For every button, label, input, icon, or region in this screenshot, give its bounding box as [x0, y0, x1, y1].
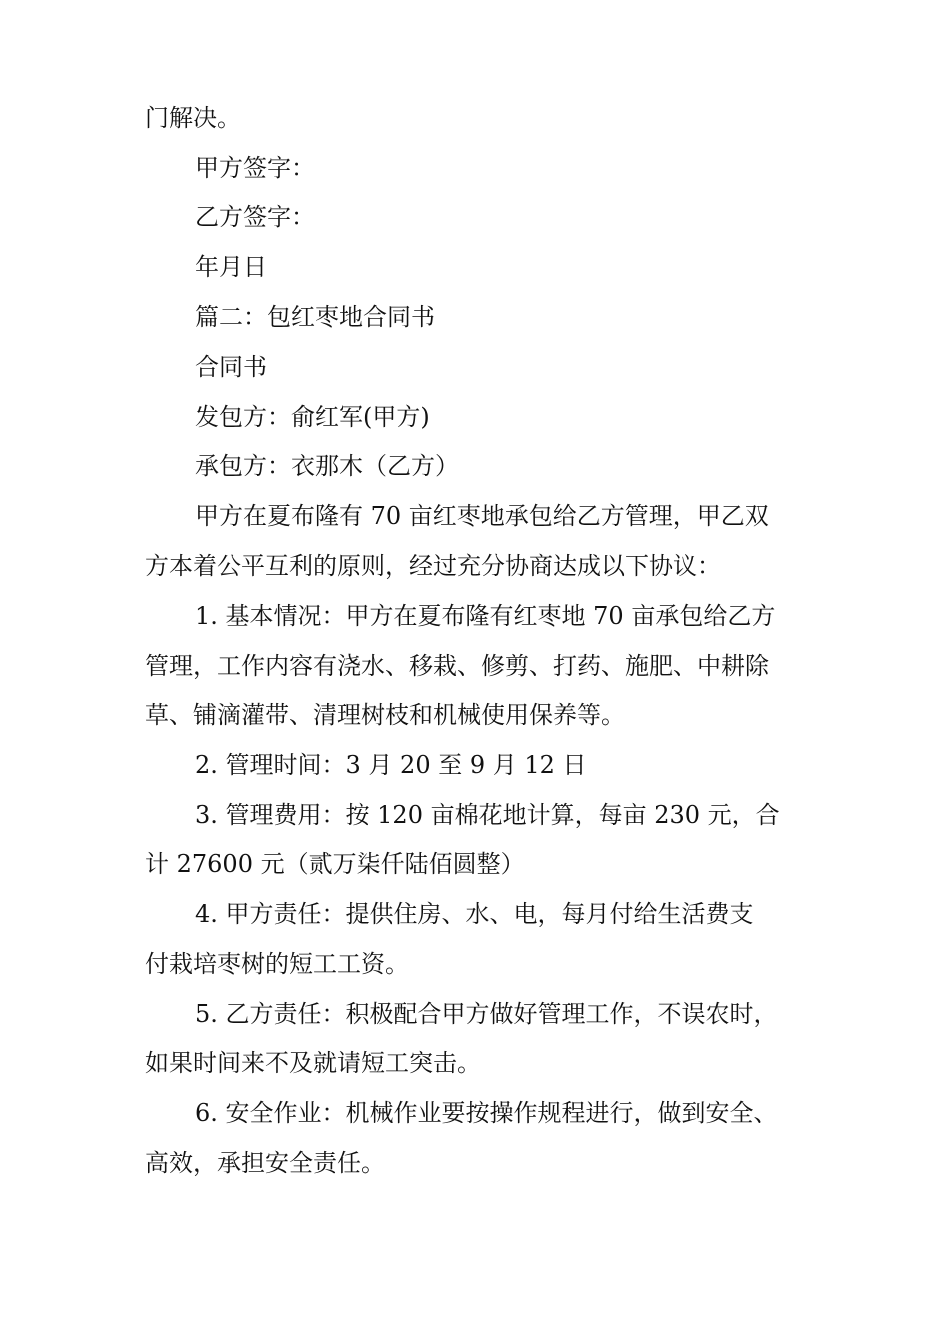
clause-2-line: 2. 管理时间：3 月 20 至 9 月 12 日: [195, 751, 587, 779]
clause-4-line: 4. 甲方责任：提供住房、水、电，每月付给生活费支: [195, 900, 754, 928]
clause-5-line: 5. 乙方责任：积极配合甲方做好管理工作，不误农时，: [195, 1000, 778, 1028]
clause-6-line: 高效，承担安全责任。: [145, 1149, 385, 1177]
text-line: 门解决。: [145, 104, 241, 132]
party-b-line: 承包方：衣那木（乙方）: [195, 452, 459, 480]
paragraph-line: 甲方在夏布隆有 70 亩红枣地承包给乙方管理，甲乙双: [195, 502, 769, 530]
clause-1-line: 草、铺滴灌带、清理树枝和机械使用保养等。: [145, 701, 625, 729]
contract-title: 合同书: [195, 353, 267, 381]
clause-5-line: 如果时间来不及就请短工突击。: [145, 1049, 481, 1077]
party-b-signature-label: 乙方签字：: [195, 203, 315, 231]
date-label: 年月日: [195, 253, 267, 281]
party-a-line: 发包方：俞红军(甲方): [195, 403, 430, 431]
paragraph-line: 方本着公平互利的原则，经过充分协商达成以下协议：: [145, 552, 721, 580]
clause-3-line: 计 27600 元（贰万柒仟陆佰圆整）: [145, 850, 525, 878]
party-a-signature-label: 甲方签字：: [195, 154, 315, 182]
clause-1-line: 1. 基本情况：甲方在夏布隆有红枣地 70 亩承包给乙方: [195, 602, 776, 630]
clause-6-line: 6. 安全作业：机械作业要按操作规程进行，做到安全、: [195, 1099, 778, 1127]
clause-3-line: 3. 管理费用：按 120 亩棉花地计算，每亩 230 元，合: [195, 801, 780, 829]
clause-1-line: 管理，工作内容有浇水、移栽、修剪、打药、施肥、中耕除: [145, 652, 769, 680]
clause-4-line: 付栽培枣树的短工工资。: [145, 950, 409, 978]
section-heading: 篇二：包红枣地合同书: [195, 303, 435, 331]
